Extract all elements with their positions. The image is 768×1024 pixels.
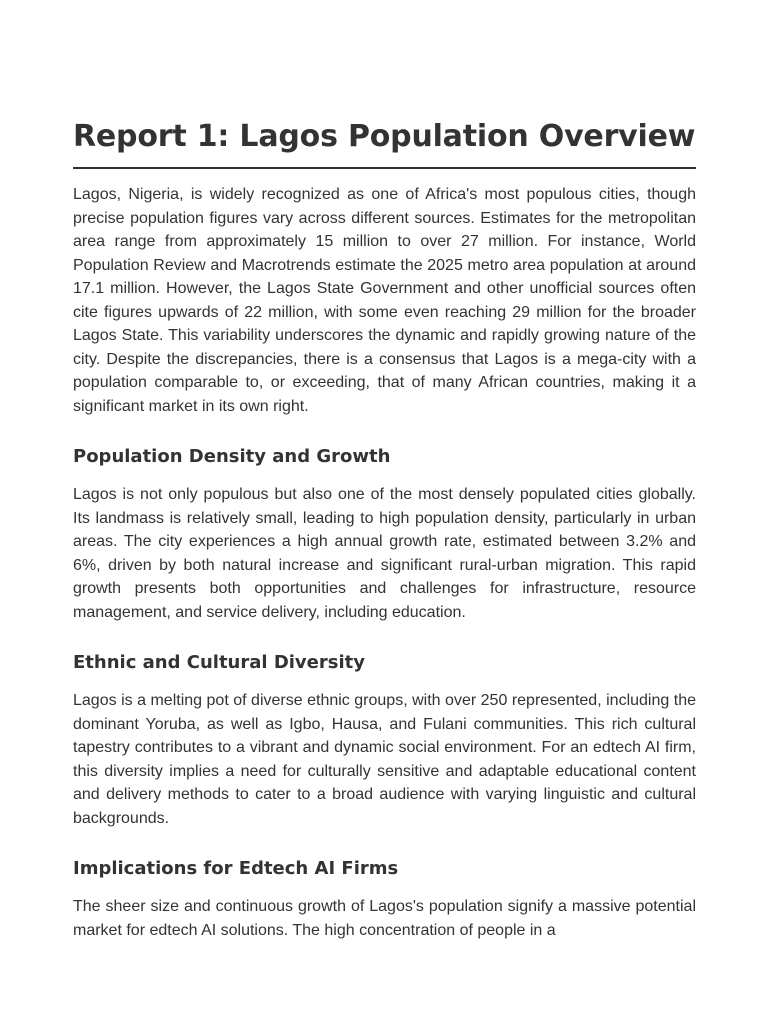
section-heading-density: Population Density and Growth — [73, 446, 391, 467]
section-body-implications: The sheer size and continuous growth of Lagos's population signify a massive potential market for edtech AI solutions. The high concentration of people in a — [73, 898, 696, 939]
intro-paragraph: Lagos, Nigeria, is widely recognized as one of Africa's most populous cities, though precise population figures vary across different sources. Estimates for the metropolitan area range from approximately 15 million to over 27 million. For instance, World Population Review and Macrotrends estimate the 2025 metro area population at around 17.1 million. However, the Lagos State Government and other unofficial sources often cite figures upwards of 22 million, with some even reaching 29 million for the broader Lagos State. This variability underscores the dynamic and rapidly growing nature of the city. Despite the discrepancies, there is a consensus that Lagos is a mega-city with a population comparable to, or exceeding, that of many African countries, making it a significant market in its own right. — [73, 186, 696, 415]
section-body-diversity: Lagos is a melting pot of diverse ethnic groups, with over 250 represented, including the dominant Yoruba, as well as Igbo, Hausa, and Fulani communities. This rich cultural tapestry contributes to a vibrant and dynamic social environment. For an edtech AI firm, this diversity implies a need for culturally sensitive and adaptable educational content and delivery methods to cater to a broad audience with varying linguistic and cultural backgrounds. — [73, 692, 696, 827]
title-divider — [73, 167, 696, 169]
report-title: Report 1: Lagos Population Overview — [73, 119, 696, 154]
section-body-density: Lagos is not only populous but also one of the most densely populated cities globally. Its landmass is relatively small, leading to high population density, particularly in urban areas. The city experiences a high annual growth rate, estimated between 3.2% and 6%, driven by both natural increase and significant rural-urban migration. This rapid growth presents both opportunities and challenges for infrastructure, resource management, and service delivery, including education. — [73, 486, 696, 621]
section-heading-diversity: Ethnic and Cultural Diversity — [73, 652, 365, 673]
section-heading-implications: Implications for Edtech AI Firms — [73, 858, 399, 879]
report-page — [73, 117, 696, 942]
